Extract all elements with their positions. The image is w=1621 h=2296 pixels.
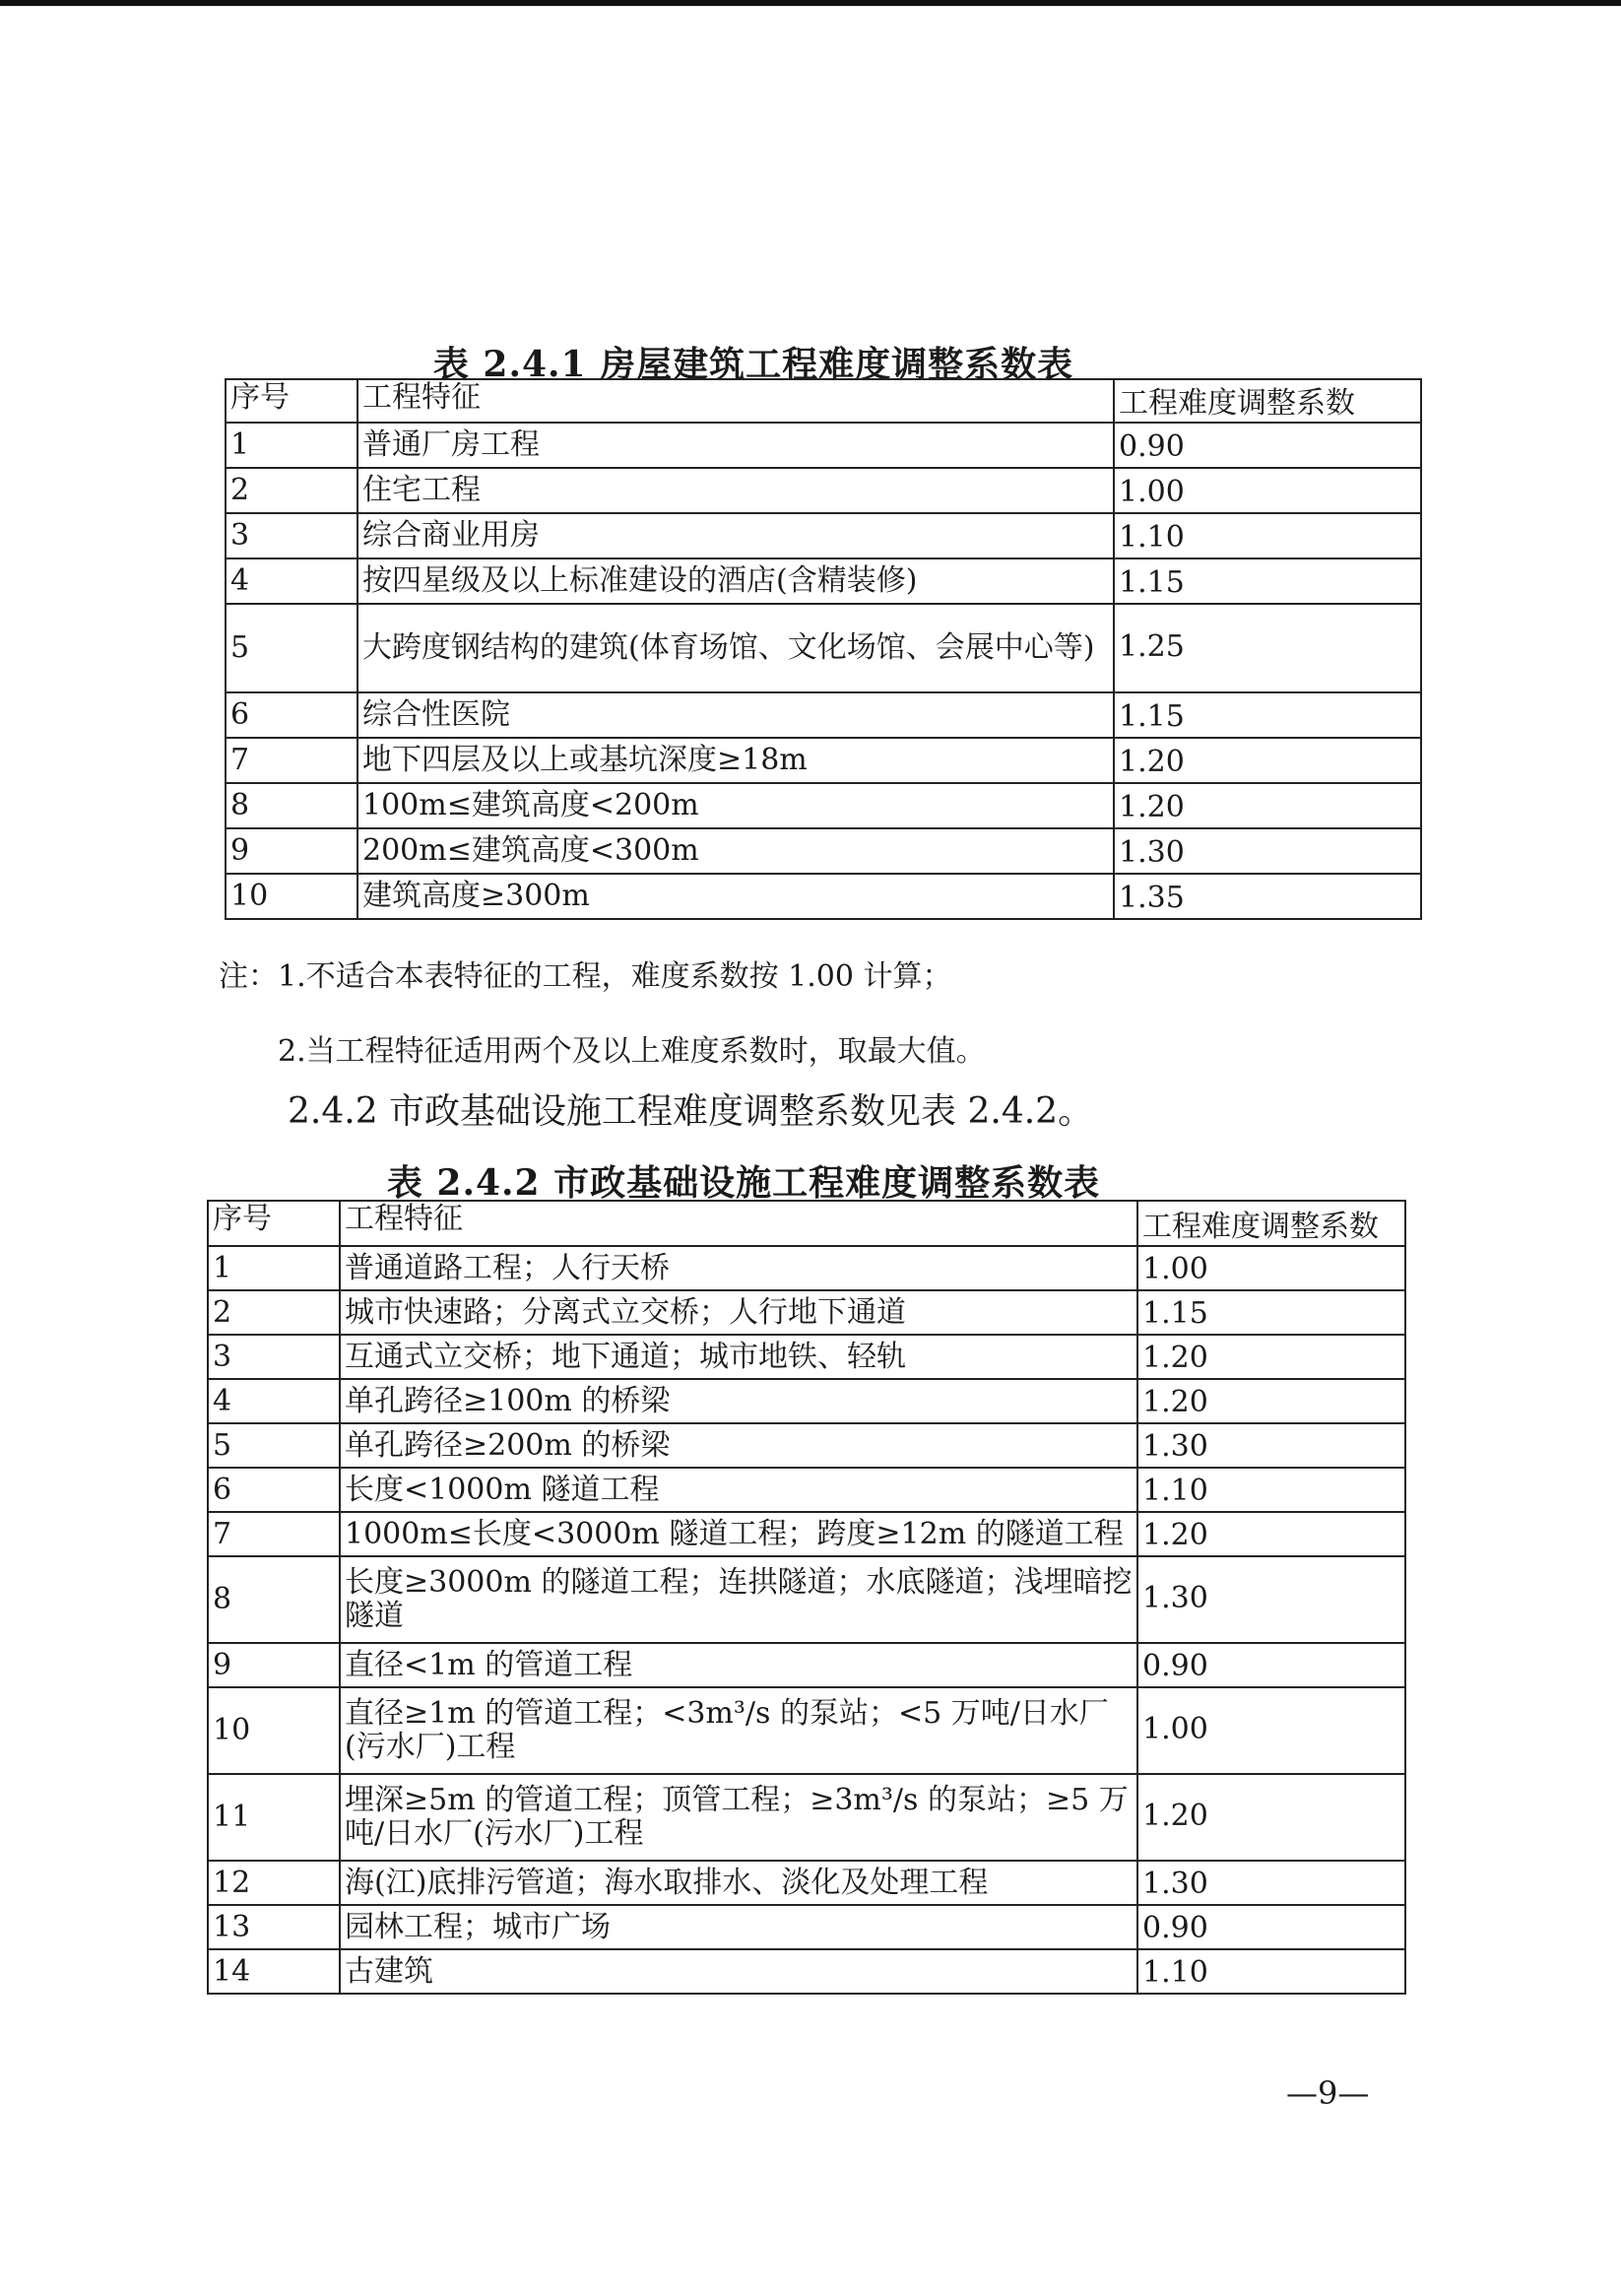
- table-row: [226, 783, 1421, 828]
- table-row: [208, 1905, 1405, 1949]
- table1-header-row: [226, 379, 1421, 423]
- row-index: 2: [226, 468, 357, 513]
- row-feature: 古建筑: [340, 1949, 1137, 1994]
- row-feature: 大跨度钢结构的建筑(体育场馆、文化场馆、会展中心等): [357, 604, 1114, 692]
- row-index: 6: [226, 692, 357, 738]
- row-feature: 单孔跨径≥100m 的桥梁: [340, 1379, 1137, 1423]
- row-coefficient: 1.25: [1114, 604, 1421, 692]
- row-feature: 建筑高度≥300m: [357, 874, 1114, 919]
- row-coefficient: 1.20: [1137, 1774, 1405, 1861]
- row-coefficient: 1.15: [1114, 558, 1421, 604]
- row-coefficient: 1.00: [1137, 1687, 1405, 1774]
- row-feature: 园林工程；城市广场: [340, 1905, 1137, 1949]
- table1-title: 表 2.4.1 房屋建筑工程难度调整系数表: [432, 344, 1074, 385]
- page-top-rule: [0, 0, 1621, 6]
- row-feature: 直径≥1m 的管道工程；<3m³/s 的泵站；<5 万吨/日水厂(污水厂)工程: [340, 1687, 1137, 1774]
- row-index: 8: [208, 1556, 340, 1643]
- table2: [207, 1200, 1406, 1995]
- row-coefficient: 0.90: [1114, 423, 1421, 468]
- row-index: 11: [208, 1774, 340, 1861]
- row-coefficient: 1.20: [1114, 738, 1421, 783]
- row-feature: 埋深≥5m 的管道工程；顶管工程；≥3m³/s 的泵站；≥5 万吨/日水厂(污水厂)工程: [340, 1774, 1137, 1861]
- table-row: [208, 1949, 1405, 1994]
- row-index: 7: [208, 1512, 340, 1556]
- row-index: 6: [208, 1468, 340, 1512]
- row-coefficient: 1.10: [1114, 513, 1421, 558]
- table-row: [226, 513, 1421, 558]
- row-feature: 住宅工程: [357, 468, 1114, 513]
- row-feature: 城市快速路；分离式立交桥；人行地下通道: [340, 1290, 1137, 1335]
- row-index: 7: [226, 738, 357, 783]
- table-row: [226, 423, 1421, 468]
- row-index: 3: [208, 1335, 340, 1379]
- table1-header-coefficient: 工程难度调整系数: [1114, 379, 1421, 423]
- note-1: 注：1.不适合本表特征的工程，难度系数按 1.00 计算；: [219, 959, 952, 994]
- table-row: [226, 604, 1421, 692]
- row-index: 3: [226, 513, 357, 558]
- table-row: [226, 738, 1421, 783]
- row-coefficient: 1.20: [1137, 1335, 1405, 1379]
- table1-header-index: 序号: [226, 379, 357, 423]
- row-feature: 长度<1000m 隧道工程: [340, 1468, 1137, 1512]
- table-row: [226, 558, 1421, 604]
- row-coefficient: 1.20: [1114, 783, 1421, 828]
- table-row: [208, 1246, 1405, 1290]
- table-row: [226, 828, 1421, 874]
- row-index: 13: [208, 1905, 340, 1949]
- table-row: [208, 1335, 1405, 1379]
- row-index: 1: [208, 1246, 340, 1290]
- row-index: 10: [226, 874, 357, 919]
- row-index: 5: [226, 604, 357, 692]
- page-number: —9—: [1286, 2074, 1370, 2112]
- table1: [225, 378, 1422, 920]
- table-row: [208, 1290, 1405, 1335]
- table2-header-coefficient: 工程难度调整系数: [1137, 1201, 1405, 1246]
- row-index: 1: [226, 423, 357, 468]
- row-coefficient: 1.30: [1137, 1423, 1405, 1468]
- section-heading: 2.4.2 市政基础设施工程难度调整系数见表 2.4.2。: [288, 1091, 1094, 1132]
- row-feature: 地下四层及以上或基坑深度≥18m: [357, 738, 1114, 783]
- row-index: 4: [226, 558, 357, 604]
- row-coefficient: 0.90: [1137, 1905, 1405, 1949]
- row-coefficient: 1.30: [1137, 1861, 1405, 1905]
- table1-header-feature: 工程特征: [357, 379, 1114, 423]
- row-index: 2: [208, 1290, 340, 1335]
- row-feature: 1000m≤长度<3000m 隧道工程；跨度≥12m 的隧道工程: [340, 1512, 1137, 1556]
- row-coefficient: 0.90: [1137, 1643, 1405, 1687]
- row-coefficient: 1.20: [1137, 1512, 1405, 1556]
- row-index: 9: [208, 1643, 340, 1687]
- row-feature: 200m≤建筑高度<300m: [357, 828, 1114, 874]
- row-coefficient: 1.00: [1114, 468, 1421, 513]
- row-feature: 综合性医院: [357, 692, 1114, 738]
- table2-header-feature: 工程特征: [340, 1201, 1137, 1246]
- row-coefficient: 1.30: [1114, 828, 1421, 874]
- row-coefficient: 1.10: [1137, 1468, 1405, 1512]
- table-row: [208, 1687, 1405, 1774]
- table-row: [208, 1643, 1405, 1687]
- table2-header-index: 序号: [208, 1201, 340, 1246]
- table2-header-row: [208, 1201, 1405, 1246]
- row-index: 4: [208, 1379, 340, 1423]
- row-coefficient: 1.10: [1137, 1949, 1405, 1994]
- row-feature: 直径<1m 的管道工程: [340, 1643, 1137, 1687]
- table-row: [208, 1468, 1405, 1512]
- table-row: [226, 468, 1421, 513]
- row-coefficient: 1.15: [1114, 692, 1421, 738]
- row-feature: 长度≥3000m 的隧道工程；连拱隧道；水底隧道；浅埋暗挖隧道: [340, 1556, 1137, 1643]
- row-feature: 互通式立交桥；地下通道；城市地铁、轻轨: [340, 1335, 1137, 1379]
- table-row: [226, 692, 1421, 738]
- row-coefficient: 1.30: [1137, 1556, 1405, 1643]
- row-feature: 100m≤建筑高度<200m: [357, 783, 1114, 828]
- row-index: 10: [208, 1687, 340, 1774]
- table-row: [226, 874, 1421, 919]
- row-feature: 综合商业用房: [357, 513, 1114, 558]
- row-index: 8: [226, 783, 357, 828]
- row-index: 5: [208, 1423, 340, 1468]
- row-coefficient: 1.15: [1137, 1290, 1405, 1335]
- row-coefficient: 1.20: [1137, 1379, 1405, 1423]
- table-row: [208, 1512, 1405, 1556]
- row-coefficient: 1.00: [1137, 1246, 1405, 1290]
- table2-title: 表 2.4.2 市政基础设施工程难度调整系数表: [386, 1162, 1101, 1204]
- table-row: [208, 1774, 1405, 1861]
- row-coefficient: 1.35: [1114, 874, 1421, 919]
- table-row: [208, 1556, 1405, 1643]
- table-row: [208, 1423, 1405, 1468]
- row-index: 14: [208, 1949, 340, 1994]
- table-row: [208, 1379, 1405, 1423]
- note-2: 2.当工程特征适用两个及以上难度系数时，取最大值。: [278, 1034, 986, 1069]
- table-row: [208, 1861, 1405, 1905]
- row-index: 9: [226, 828, 357, 874]
- row-index: 12: [208, 1861, 340, 1905]
- row-feature: 海(江)底排污管道；海水取排水、淡化及处理工程: [340, 1861, 1137, 1905]
- row-feature: 普通道路工程；人行天桥: [340, 1246, 1137, 1290]
- row-feature: 单孔跨径≥200m 的桥梁: [340, 1423, 1137, 1468]
- row-feature: 按四星级及以上标准建设的酒店(含精装修): [357, 558, 1114, 604]
- row-feature: 普通厂房工程: [357, 423, 1114, 468]
